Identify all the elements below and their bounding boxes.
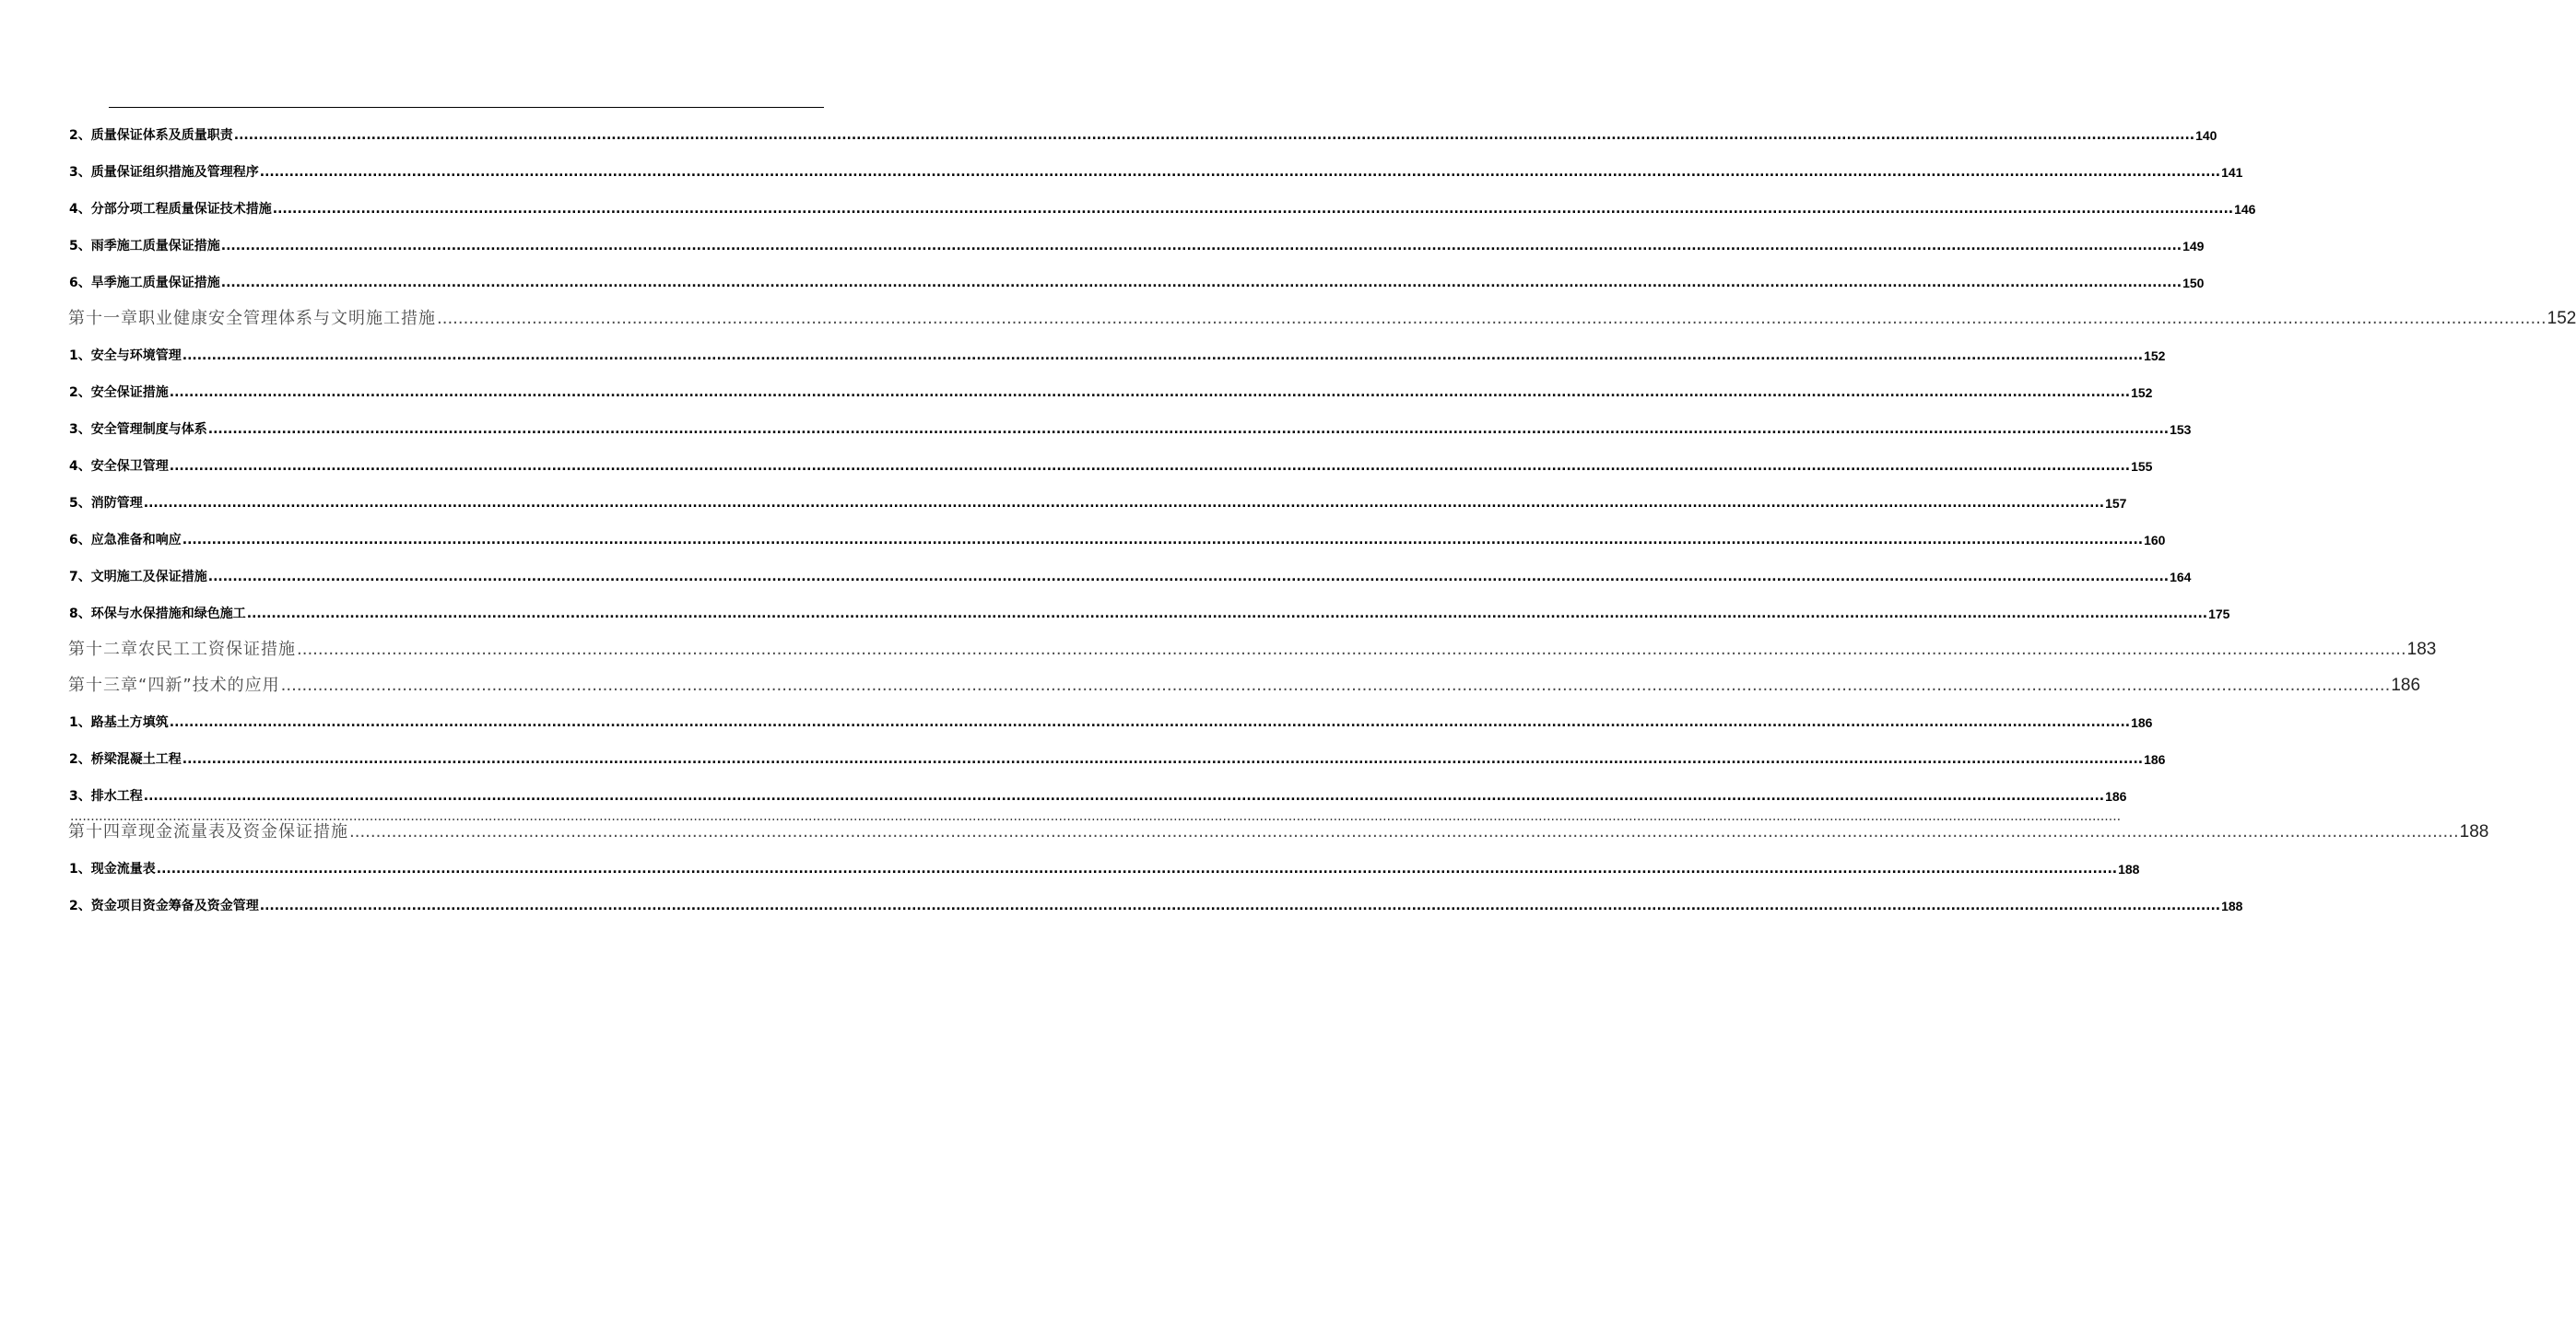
- page-number: 175: [2208, 607, 2230, 621]
- section-label: 6、旱季施工质量保证措施: [69, 276, 220, 290]
- chapter-title: 现金流量表及资金保证措施: [138, 822, 348, 842]
- chapter-number: 第十一章: [68, 309, 138, 328]
- page-number: 186: [2391, 676, 2421, 695]
- dot-leader: ................................................................................................................................................................................................................................................................................................................................................................................................................: [220, 239, 2182, 253]
- section-label: 7、文明施工及保证措施: [69, 570, 207, 584]
- toc-chapter-entry[interactable]: [68, 629, 2437, 665]
- toc-section-entry[interactable]: [68, 884, 2243, 921]
- toc-chapter-entry[interactable]: [68, 665, 2421, 701]
- toc-section-entry[interactable]: [68, 774, 2127, 811]
- section-label: 4、分部分项工程质量保证技术措施: [69, 202, 272, 217]
- page-number: 141: [2221, 165, 2243, 180]
- dot-leader: ................................................................................................................................................................................................................................................................................................................................................................................................................: [280, 676, 2391, 695]
- chapter-title: 农民工工资保证措施: [138, 640, 296, 659]
- toc-section-entry[interactable]: [68, 371, 2153, 407]
- dot-leader: ................................................................................................................................................................................................................................................................................................................................................................................................................: [207, 422, 2170, 437]
- toc-section-entry[interactable]: [68, 701, 2153, 737]
- toc-section-entry[interactable]: [68, 150, 2243, 187]
- page-number: 152: [2547, 309, 2576, 328]
- dot-leader: ................................................................................................................................................................................................................................................................................................................................................................................................................: [437, 309, 2547, 328]
- dot-leader: ................................................................................................................................................................................................................................................................................................................................................................................................................: [349, 822, 2459, 842]
- toc-section-entry[interactable]: [68, 444, 2153, 481]
- chapter-title: 职业健康安全管理体系与文明施工措施: [138, 309, 436, 328]
- section-label: 1、安全与环境管理: [69, 348, 182, 363]
- trailing-dot-leader: ....................................................................................................................................................................................................................................................................................................................................................................................................................................................................................................................: [70, 809, 2122, 824]
- page-number: 146: [2234, 202, 2256, 217]
- dot-leader: ................................................................................................................................................................................................................................................................................................................................................................................................................: [272, 202, 2234, 217]
- section-label: 2、桥梁混凝土工程: [69, 752, 182, 767]
- page-number: 155: [2131, 459, 2153, 474]
- section-label: 3、质量保证组织措施及管理程序: [69, 165, 259, 180]
- chapter-title: “四新”技术的应用: [138, 676, 280, 695]
- toc-section-entry[interactable]: [68, 224, 2205, 261]
- dot-leader: ................................................................................................................................................................................................................................................................................................................................................................................................................: [246, 607, 2208, 621]
- dot-leader: ................................................................................................................................................................................................................................................................................................................................................................................................................: [143, 789, 2105, 804]
- dot-leader: ................................................................................................................................................................................................................................................................................................................................................................................................................: [169, 385, 2131, 400]
- toc-section-entry[interactable]: [68, 187, 2256, 224]
- section-label: 5、消防管理: [69, 496, 143, 511]
- dot-leader: ................................................................................................................................................................................................................................................................................................................................................................................................................: [182, 752, 2144, 767]
- toc-section-entry[interactable]: [68, 555, 2192, 592]
- chapter-number: 第十三章: [68, 676, 138, 695]
- chapter-number: 第十四章: [68, 822, 138, 842]
- dot-leader: ................................................................................................................................................................................................................................................................................................................................................................................................................: [156, 862, 2118, 877]
- page-number: 188: [2118, 862, 2140, 877]
- section-label: 1、路基土方填筑: [69, 715, 169, 730]
- toc-section-entry[interactable]: [68, 481, 2127, 518]
- page-number: 186: [2131, 715, 2153, 730]
- page-number: 153: [2170, 422, 2192, 437]
- dot-leader: ................................................................................................................................................................................................................................................................................................................................................................................................................: [207, 570, 2170, 584]
- dot-leader: ................................................................................................................................................................................................................................................................................................................................................................................................................: [233, 128, 2195, 143]
- header-rule: [109, 107, 824, 108]
- toc-section-entry[interactable]: [68, 592, 2230, 629]
- page-number: 186: [2144, 752, 2166, 767]
- section-label: 1、现金流量表: [69, 862, 156, 877]
- toc-section-entry[interactable]: [68, 334, 2166, 371]
- section-label: 2、质量保证体系及质量职责: [69, 128, 233, 143]
- page-number: 183: [2406, 640, 2437, 659]
- dot-leader: ................................................................................................................................................................................................................................................................................................................................................................................................................: [220, 276, 2182, 290]
- toc-section-entry[interactable]: [68, 518, 2166, 555]
- page-number: 188: [2221, 899, 2243, 913]
- dot-leader: ................................................................................................................................................................................................................................................................................................................................................................................................................: [182, 533, 2144, 548]
- toc-section-entry[interactable]: [68, 261, 2205, 298]
- dot-leader: ................................................................................................................................................................................................................................................................................................................................................................................................................: [259, 899, 2221, 913]
- table-of-contents: [68, 113, 2576, 921]
- section-label: 5、雨季施工质量保证措施: [69, 239, 220, 253]
- section-label: 3、安全管理制度与体系: [69, 422, 207, 437]
- page-number: 164: [2170, 570, 2192, 584]
- page-number: 150: [2182, 276, 2205, 290]
- dot-leader: ................................................................................................................................................................................................................................................................................................................................................................................................................: [169, 459, 2131, 474]
- toc-section-entry[interactable]: [68, 847, 2140, 884]
- page-number: 157: [2105, 496, 2127, 511]
- dot-leader: ................................................................................................................................................................................................................................................................................................................................................................................................................: [259, 165, 2221, 180]
- page-number: 149: [2182, 239, 2205, 253]
- dot-leader: ................................................................................................................................................................................................................................................................................................................................................................................................................: [169, 715, 2131, 730]
- dot-leader: ................................................................................................................................................................................................................................................................................................................................................................................................................: [182, 348, 2144, 363]
- page-number: 188: [2459, 822, 2489, 842]
- toc-section-entry[interactable]: [68, 737, 2166, 774]
- dot-leader: ................................................................................................................................................................................................................................................................................................................................................................................................................: [297, 640, 2406, 659]
- section-label: 3、排水工程: [69, 789, 143, 804]
- dot-leader: ................................................................................................................................................................................................................................................................................................................................................................................................................: [143, 496, 2105, 511]
- section-label: 8、环保与水保措施和绿色施工: [69, 607, 246, 621]
- section-label: 4、安全保卫管理: [69, 459, 169, 474]
- chapter-number: 第十二章: [68, 640, 138, 659]
- section-label: 6、应急准备和响应: [69, 533, 182, 548]
- page-number: 140: [2195, 128, 2217, 143]
- page-number: 152: [2131, 385, 2153, 400]
- toc-section-entry[interactable]: [68, 113, 2217, 150]
- toc-chapter-entry[interactable]: [68, 298, 2576, 334]
- section-label: 2、安全保证措施: [69, 385, 169, 400]
- page-number: 160: [2144, 533, 2166, 548]
- toc-section-entry[interactable]: [68, 407, 2192, 444]
- page-number: 152: [2144, 348, 2166, 363]
- page-number: 186: [2105, 789, 2127, 804]
- section-label: 2、资金项目资金筹备及资金管理: [69, 899, 259, 913]
